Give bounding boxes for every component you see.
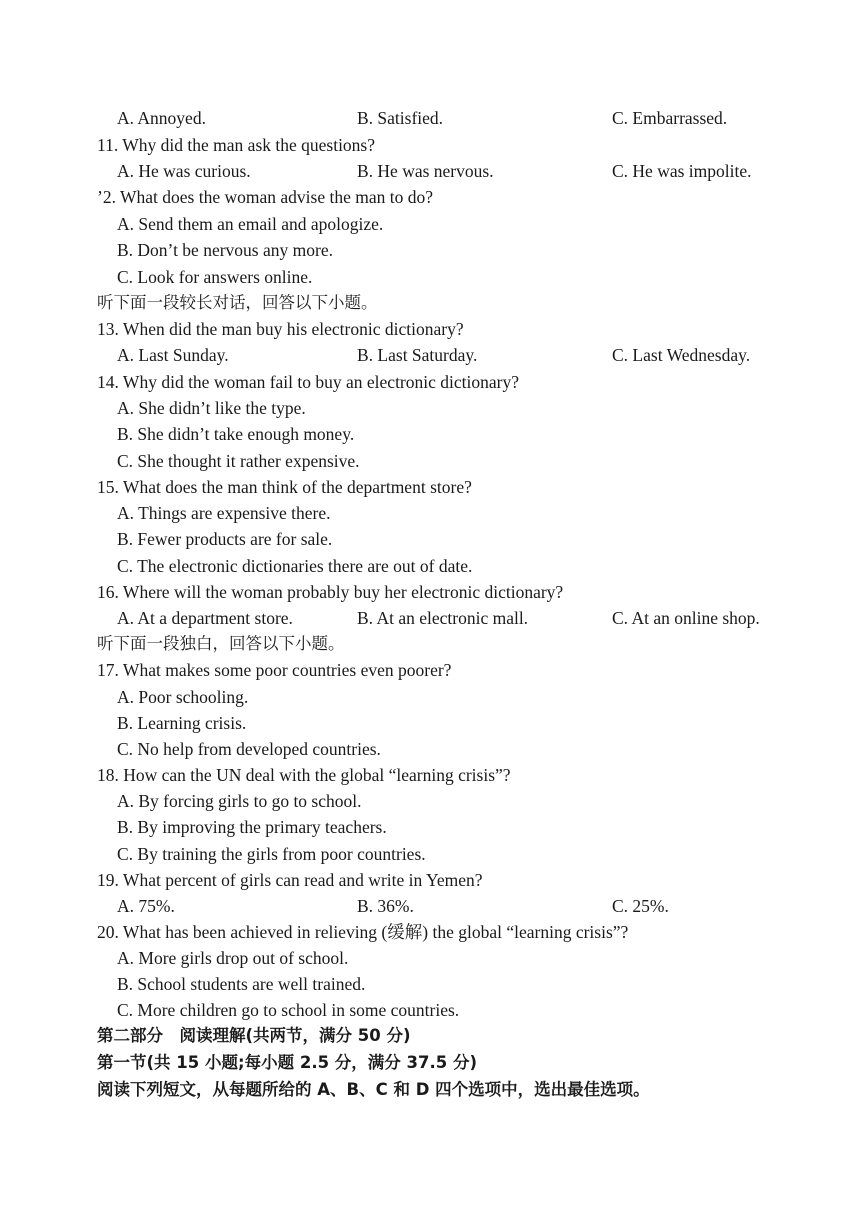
section-instruction: 听下面一段较长对话，回答以下小题。	[97, 293, 378, 312]
question-11: 11. Why did the man ask the questions?	[97, 135, 376, 155]
option-b: B. Don’t be nervous any more.	[117, 240, 333, 260]
option-c: C. No help from developed countries.	[117, 739, 381, 759]
question-14: 14. Why did the woman fail to buy an electronic dictionary?	[97, 372, 519, 392]
option-b: B. Last Saturday.	[357, 345, 478, 365]
section-heading: 第一节(共 15 小题;每小题 2.5 分，满分 37.5 分)	[97, 1053, 478, 1072]
option-c: C. He was impolite.	[612, 161, 752, 181]
option-a: A. She didn’t like the type.	[117, 398, 306, 418]
option-b: B. She didn’t take enough money.	[117, 424, 355, 444]
option-c: C. More children go to school in some countries.	[117, 1000, 460, 1020]
question-15: 15. What does the man think of the department store?	[97, 477, 472, 497]
option-b: B. Satisfied.	[357, 108, 444, 128]
options-row-q11	[0, 158, 867, 184]
option-b: B. 36%.	[357, 896, 414, 916]
option-b: B. At an electronic mall.	[357, 608, 529, 628]
question-20: 20. What has been achieved in relieving (缓解) the global “learning crisis”?	[97, 922, 629, 942]
option-a: A. Things are expensive there.	[117, 503, 331, 523]
option-c: C. The electronic dictionaries there are out of date.	[117, 556, 473, 576]
option-a: A. He was curious.	[117, 161, 251, 181]
reading-instruction: 阅读下列短文，从每题所给的 A、B、C 和 D 四个选项中，选出最佳选项。	[97, 1080, 650, 1099]
options-row-q16	[0, 605, 867, 631]
option-c: C. Look for answers online.	[117, 267, 313, 287]
option-b: B. He was nervous.	[357, 161, 494, 181]
options-row-q10	[0, 105, 867, 131]
option-a: A. Last Sunday.	[117, 345, 229, 365]
option-b: B. By improving the primary teachers.	[117, 817, 387, 837]
option-c: C. Last Wednesday.	[612, 345, 751, 365]
option-b: B. School students are well trained.	[117, 974, 366, 994]
options-row-q13	[0, 342, 867, 368]
question-16: 16. Where will the woman probably buy her electronic dictionary?	[97, 582, 564, 602]
option-a: A. Annoyed.	[117, 108, 206, 128]
option-a: A. Send them an email and apologize.	[117, 214, 384, 234]
question-19: 19. What percent of girls can read and write in Yemen?	[97, 870, 483, 890]
option-c: C. Embarrassed.	[612, 108, 728, 128]
option-c: C. By training the girls from poor countries.	[117, 844, 426, 864]
part-heading: 第二部分 阅读理解(共两节，满分 50 分)	[97, 1026, 411, 1045]
option-a: A. By forcing girls to go to school.	[117, 791, 362, 811]
section-instruction: 听下面一段独白，回答以下小题。	[97, 634, 345, 653]
option-a: A. More girls drop out of school.	[117, 948, 349, 968]
option-a: A. 75%.	[117, 896, 175, 916]
question-12: ’2. What does the woman advise the man to do?	[97, 187, 433, 207]
option-b: B. Fewer products are for sale.	[117, 529, 333, 549]
question-13: 13. When did the man buy his electronic dictionary?	[97, 319, 464, 339]
option-a: A. Poor schooling.	[117, 687, 249, 707]
option-c: C. At an online shop.	[612, 608, 760, 628]
question-18: 18. How can the UN deal with the global “learning crisis”?	[97, 765, 511, 785]
options-row-q19	[0, 893, 867, 919]
option-c: C. She thought it rather expensive.	[117, 451, 360, 471]
option-a: A. At a department store.	[117, 608, 293, 628]
option-c: C. 25%.	[612, 896, 669, 916]
option-b: B. Learning crisis.	[117, 713, 247, 733]
question-17: 17. What makes some poor countries even poorer?	[97, 660, 452, 680]
